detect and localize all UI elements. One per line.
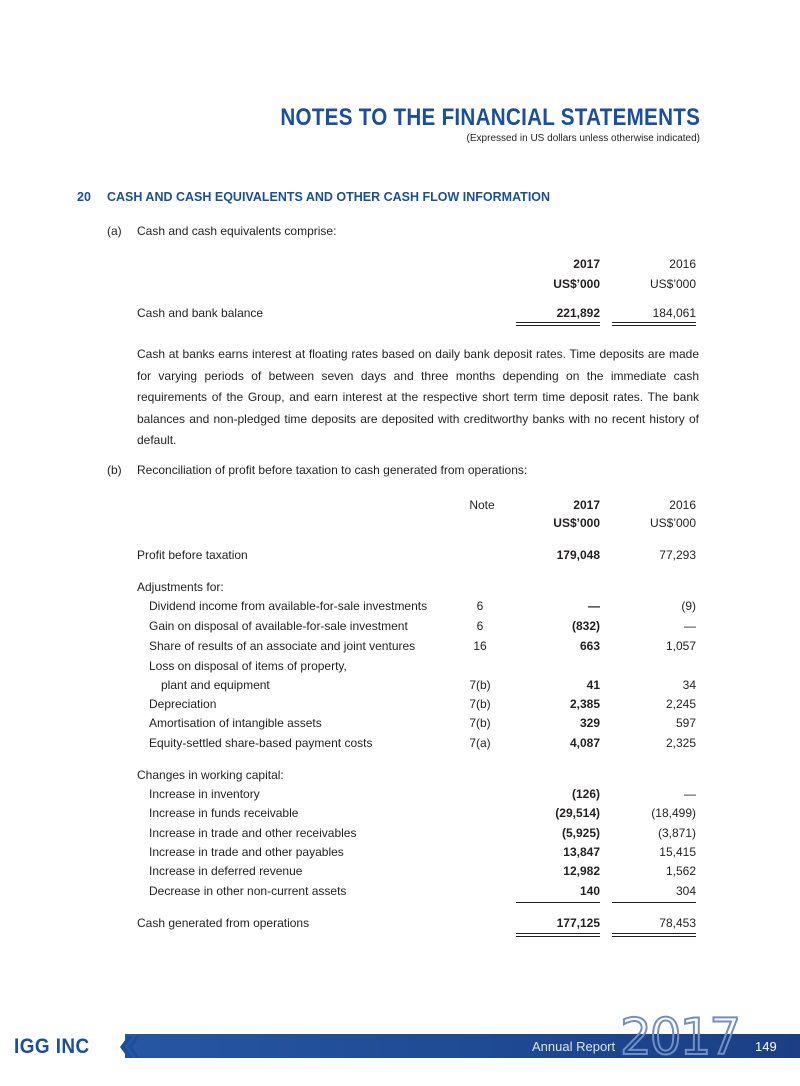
adjustment-row-note: 7(b)	[469, 697, 491, 711]
subtotal-rule	[516, 902, 600, 903]
part-b-col-2016: 2016	[669, 498, 696, 512]
section-title: CASH AND CASH EQUIVALENTS AND OTHER CASH FLOW INFORMATION	[107, 190, 551, 204]
adjustment-row-note: 6	[476, 619, 484, 633]
working-capital-heading: Changes in working capital:	[137, 768, 284, 782]
working-capital-row-2017: (126)	[571, 787, 600, 801]
working-capital-row-label: Increase in trade and other receivables	[149, 826, 357, 840]
working-capital-row-2017: (29,514)	[555, 806, 600, 820]
part-a-col-2017: 2017	[573, 257, 600, 271]
adjustment-row-2016: (9)	[681, 599, 696, 613]
cash-bank-balance-label: Cash and bank balance	[137, 306, 264, 320]
cash-generated-label: Cash generated from operations	[137, 916, 310, 930]
working-capital-row-label: Decrease in other non-current assets	[149, 884, 347, 898]
working-capital-row-2016: 304	[675, 884, 696, 898]
working-capital-row-2017: 140	[579, 884, 600, 898]
adjustment-row-note: 7(a)	[469, 736, 491, 750]
adjustment-row-2017: 663	[579, 639, 600, 653]
adjustment-row-note: 7(b)	[469, 678, 491, 692]
adjustment-row-2017: 2,385	[569, 697, 600, 711]
col-note-header: Note	[469, 498, 495, 512]
working-capital-row-label: Increase in deferred revenue	[149, 864, 303, 878]
working-capital-row-2016: (18,499)	[651, 806, 696, 820]
igg-logo: IGG INC	[14, 1035, 90, 1058]
adjustment-row-note: 16	[473, 639, 487, 653]
report-year: 2017	[620, 1008, 740, 1066]
adjustment-row-label: Gain on disposal of available-for-sale investment	[149, 619, 408, 633]
cash-bank-balance-2016: 184,061	[652, 306, 696, 320]
adjustment-row-2016: 34	[682, 678, 696, 692]
profit-before-tax-2017: 179,048	[556, 548, 600, 562]
subtotal-rule	[612, 902, 696, 903]
double-underline	[612, 322, 696, 326]
adjustment-row-2016: —	[684, 619, 696, 633]
working-capital-row-2017: (5,925)	[561, 826, 600, 840]
page-number: 149	[755, 1039, 777, 1054]
adjustment-row-label: plant and equipment	[161, 678, 270, 692]
part-a-unit-2017: US$’000	[553, 277, 600, 291]
profit-before-tax-2016: 77,293	[659, 548, 696, 562]
chevron-left-icon	[116, 1035, 140, 1059]
part-a-col-2016: 2016	[669, 257, 696, 271]
adjustment-row-label: Loss on disposal of items of property,	[149, 659, 347, 673]
annual-report-label: Annual Report	[532, 1039, 616, 1054]
section-number: 20	[77, 190, 91, 204]
page-subtitle: (Expressed in US dollars unless otherwise indicated)	[466, 133, 700, 144]
working-capital-row-2016: —	[684, 787, 696, 801]
adjustment-row-note: 6	[476, 599, 484, 613]
adjustments-heading: Adjustments for:	[137, 580, 224, 594]
adjustment-row-2017: (832)	[571, 619, 600, 633]
adjustment-row-label: Depreciation	[149, 697, 217, 711]
working-capital-row-label: Increase in funds receivable	[149, 806, 299, 820]
part-b-col-2017: 2017	[573, 498, 600, 512]
page-title: NOTES TO THE FINANCIAL STATEMENTS	[280, 104, 700, 131]
adjustment-row-2016: 1,057	[665, 639, 696, 653]
cash-bank-balance-2017: 221,892	[556, 306, 600, 320]
double-underline	[612, 933, 696, 937]
part-b-intro: Reconciliation of profit before taxation to cash generated from operations:	[137, 463, 528, 477]
working-capital-row-2016: 15,415	[659, 845, 696, 859]
part-b-unit-2017: US$’000	[553, 516, 600, 530]
adjustment-row-label: Dividend income from available-for-sale investments	[149, 599, 428, 613]
working-capital-row-2017: 13,847	[563, 845, 600, 859]
working-capital-row-2016: (3,871)	[657, 826, 696, 840]
working-capital-row-2017: 12,982	[563, 864, 600, 878]
working-capital-row-2016: 1,562	[665, 864, 696, 878]
adjustment-row-note: 7(b)	[469, 716, 491, 730]
part-a-label: (a)	[107, 224, 122, 238]
part-b-label: (b)	[107, 463, 122, 477]
adjustment-row-2017: 329	[579, 716, 600, 730]
adjustment-row-label: Share of results of an associate and joint ventures	[149, 639, 416, 653]
working-capital-row-label: Increase in trade and other payables	[149, 845, 344, 859]
double-underline	[516, 322, 600, 326]
cash-generated-2017: 177,125	[556, 916, 600, 930]
adjustment-row-2017: 4,087	[569, 736, 600, 750]
adjustment-row-label: Amortisation of intangible assets	[149, 716, 322, 730]
part-a-unit-2016: US$’000	[649, 277, 696, 291]
adjustment-row-2016: 2,325	[665, 736, 696, 750]
adjustment-row-2017: —	[588, 599, 600, 613]
part-a-intro: Cash and cash equivalents comprise:	[137, 224, 337, 238]
adjustment-row-2016: 597	[675, 716, 696, 730]
working-capital-row-label: Increase in inventory	[149, 787, 260, 801]
cash-generated-2016: 78,453	[659, 916, 696, 930]
adjustment-row-2016: 2,245	[665, 697, 696, 711]
cash-at-banks-paragraph: Cash at banks earns interest at floating rates based on daily bank deposit rates. Time deposits are made for varying periods of between seven days and three months depending on the immediate cash requirements of the Group, and earn interest at the respective short term time deposit rates. The bank balances and non-pledged time deposits are deposited with creditworthy banks with no recent history of default.	[137, 347, 699, 447]
profit-before-tax-label: Profit before taxation	[137, 548, 248, 562]
adjustment-row-label: Equity-settled share-based payment costs	[149, 736, 373, 750]
adjustment-row-2017: 41	[586, 678, 600, 692]
double-underline	[516, 933, 600, 937]
part-b-unit-2016: US$’000	[649, 516, 696, 530]
